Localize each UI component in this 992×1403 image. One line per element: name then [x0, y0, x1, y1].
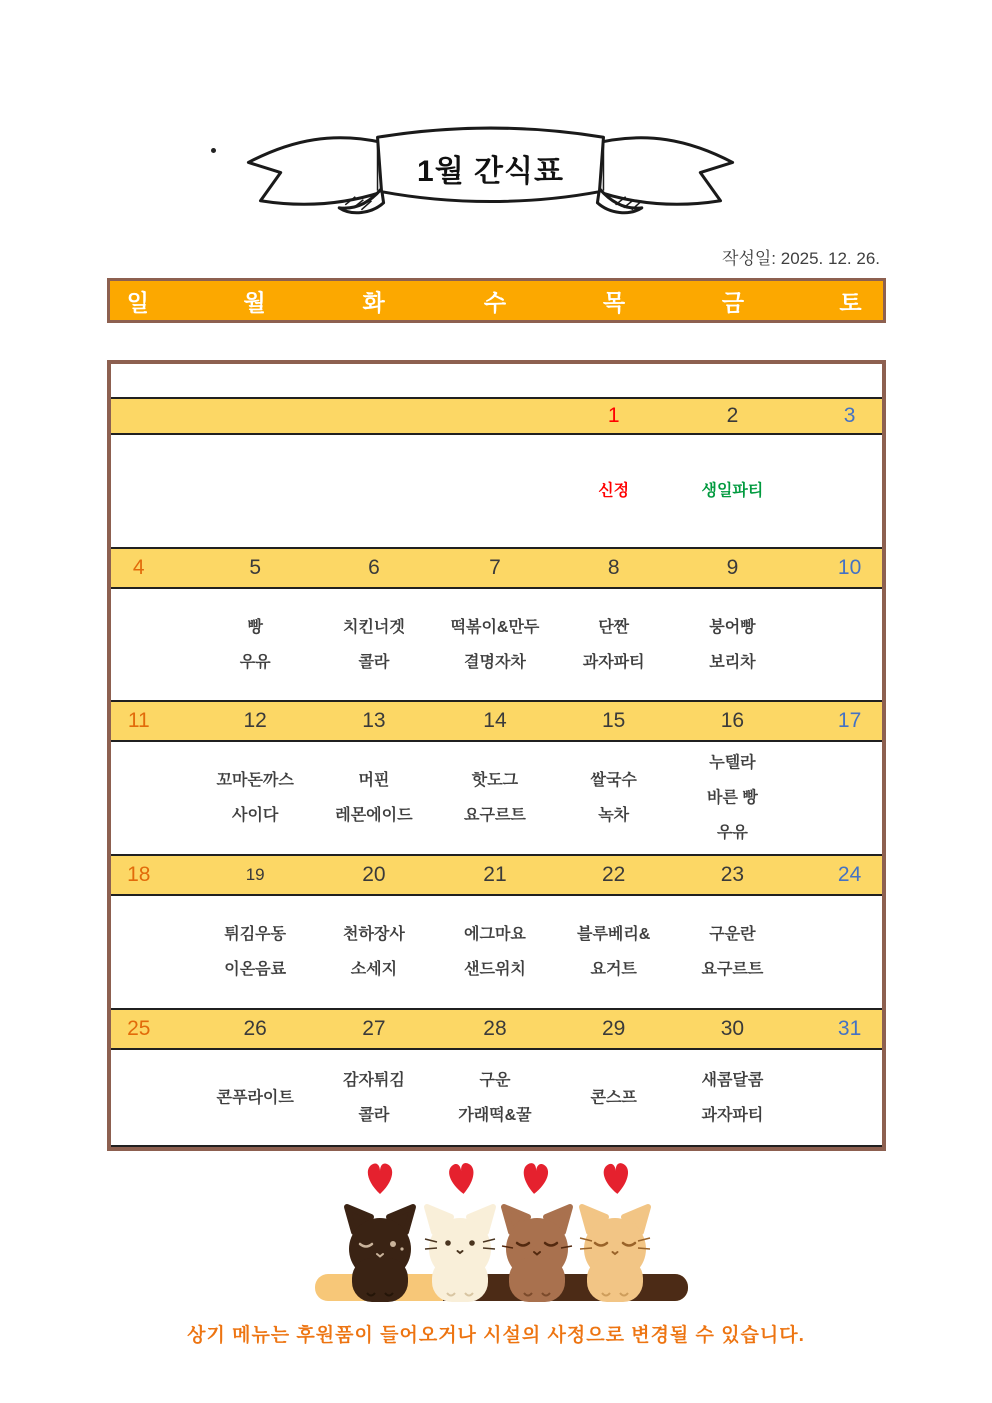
date-cell: 31 [837, 1017, 862, 1040]
date-cell: 23 [720, 863, 745, 886]
menu-cell: 튀김우동 이온음료 [224, 926, 287, 978]
date-cell: 29 [602, 1017, 626, 1040]
cat-brown-icon [502, 1207, 572, 1302]
weekday-label-sat: 토 [839, 289, 862, 315]
weekday-label-thu: 목 [602, 289, 626, 315]
menu-cell: 붕어빵 보리차 [709, 618, 756, 671]
menu-cell: 꼬마돈까스 사이다 [216, 772, 294, 824]
date-cell: 24 [837, 863, 862, 886]
menu-row-week5 [111, 1050, 882, 1147]
date-cell: 15 [602, 709, 626, 732]
date-row-week3 [111, 700, 882, 742]
stray-dot [211, 148, 216, 153]
footer-note: 상기 메뉴는 후원품이 들어오거나 시설의 사정으로 변경될 수 있습니다. [187, 1325, 805, 1346]
date-cell: 12 [243, 709, 267, 732]
date-cell: 16 [720, 709, 745, 732]
menu-cell: 핫도그 요구르트 [464, 772, 526, 824]
date-row-week1 [111, 397, 882, 435]
empty-row [111, 364, 882, 397]
menu-cell-event: 생일파티 [701, 482, 764, 500]
date-cell: 26 [243, 1017, 267, 1040]
menu-cell: 콘푸라이트 [216, 1089, 294, 1106]
cat-cream-icon [425, 1207, 495, 1302]
date-row-week5 [111, 1008, 882, 1050]
date-cell: 25 [127, 1017, 151, 1040]
menu-cell: 단짠 과자파티 [582, 618, 645, 671]
date-cell: 18 [127, 863, 151, 886]
weekday-label-wed: 수 [483, 289, 507, 315]
menu-cell: 블루베리& 요거트 [576, 926, 651, 978]
date-cell: 22 [602, 863, 626, 886]
menu-cell-holiday: 신정 [598, 482, 630, 500]
weekday-label-mon: 월 [243, 289, 266, 315]
date-cell: 20 [362, 863, 386, 886]
menu-row-week3 [111, 742, 882, 854]
weekday-label-sun: 일 [126, 289, 149, 315]
menu-cell: 구운 가래떡&꿀 [458, 1071, 532, 1124]
date-row-week2 [111, 547, 882, 589]
date-cell: 28 [483, 1017, 507, 1040]
menu-cell: 콘스프 [590, 1089, 637, 1106]
menu-cell: 쌀국수 녹차 [590, 772, 637, 824]
weekday-label-tue: 화 [362, 289, 385, 315]
menu-cell: 머핀 레몬에이드 [335, 772, 413, 824]
date-row-week4 [111, 854, 882, 896]
calendar-table [107, 360, 886, 1151]
cat-dark-brown-icon [347, 1207, 413, 1302]
heart-icon [368, 1162, 630, 1195]
menu-cell: 누텔라 바른 빵 우유 [707, 754, 758, 842]
menu-cell: 빵 우유 [239, 618, 271, 671]
menu-cell: 감자튀김 콜라 [342, 1071, 405, 1124]
date-cell: 9 [726, 556, 739, 579]
date-cell: 1 [607, 404, 620, 427]
menu-row-week1 [111, 435, 882, 547]
date-cell: 3 [843, 404, 856, 427]
menu-cell: 새콤달콤 과자파티 [701, 1071, 764, 1124]
date-cell: 19 [245, 865, 265, 884]
cats-illustration [293, 1152, 713, 1312]
date-cell: 7 [489, 556, 501, 579]
menu-cell: 에그마요 샌드위치 [464, 926, 526, 978]
menu-cell: 떡볶이&만두 결명자차 [450, 618, 540, 671]
date-cell: 13 [362, 709, 386, 732]
menu-cell: 천하장사 소세지 [342, 926, 405, 978]
menu-row-week2 [111, 589, 882, 700]
date-cell: 10 [837, 556, 862, 579]
weekday-header [107, 278, 886, 323]
title-banner [228, 112, 753, 232]
menu-cell: 치킨너겟 콜라 [342, 618, 405, 671]
menu-cell: 구운란 요구르트 [701, 926, 764, 978]
created-date: 작성일: 2025. 12. 26. [722, 249, 880, 268]
date-cell: 21 [483, 863, 507, 886]
date-cell: 6 [368, 556, 380, 579]
date-cell: 8 [607, 556, 620, 579]
menu-row-week4 [111, 896, 882, 1008]
date-cell: 5 [249, 556, 262, 579]
date-cell: 17 [837, 709, 862, 732]
cat-tan-icon [580, 1207, 650, 1302]
date-cell: 11 [127, 709, 150, 732]
weekday-label-fri: 금 [721, 289, 745, 315]
page-title: 1월 간식표 [417, 155, 564, 188]
date-cell: 2 [726, 404, 739, 427]
date-cell: 4 [132, 556, 145, 579]
date-cell: 30 [720, 1017, 745, 1040]
date-cell: 14 [483, 709, 507, 732]
date-cell: 27 [362, 1017, 386, 1040]
